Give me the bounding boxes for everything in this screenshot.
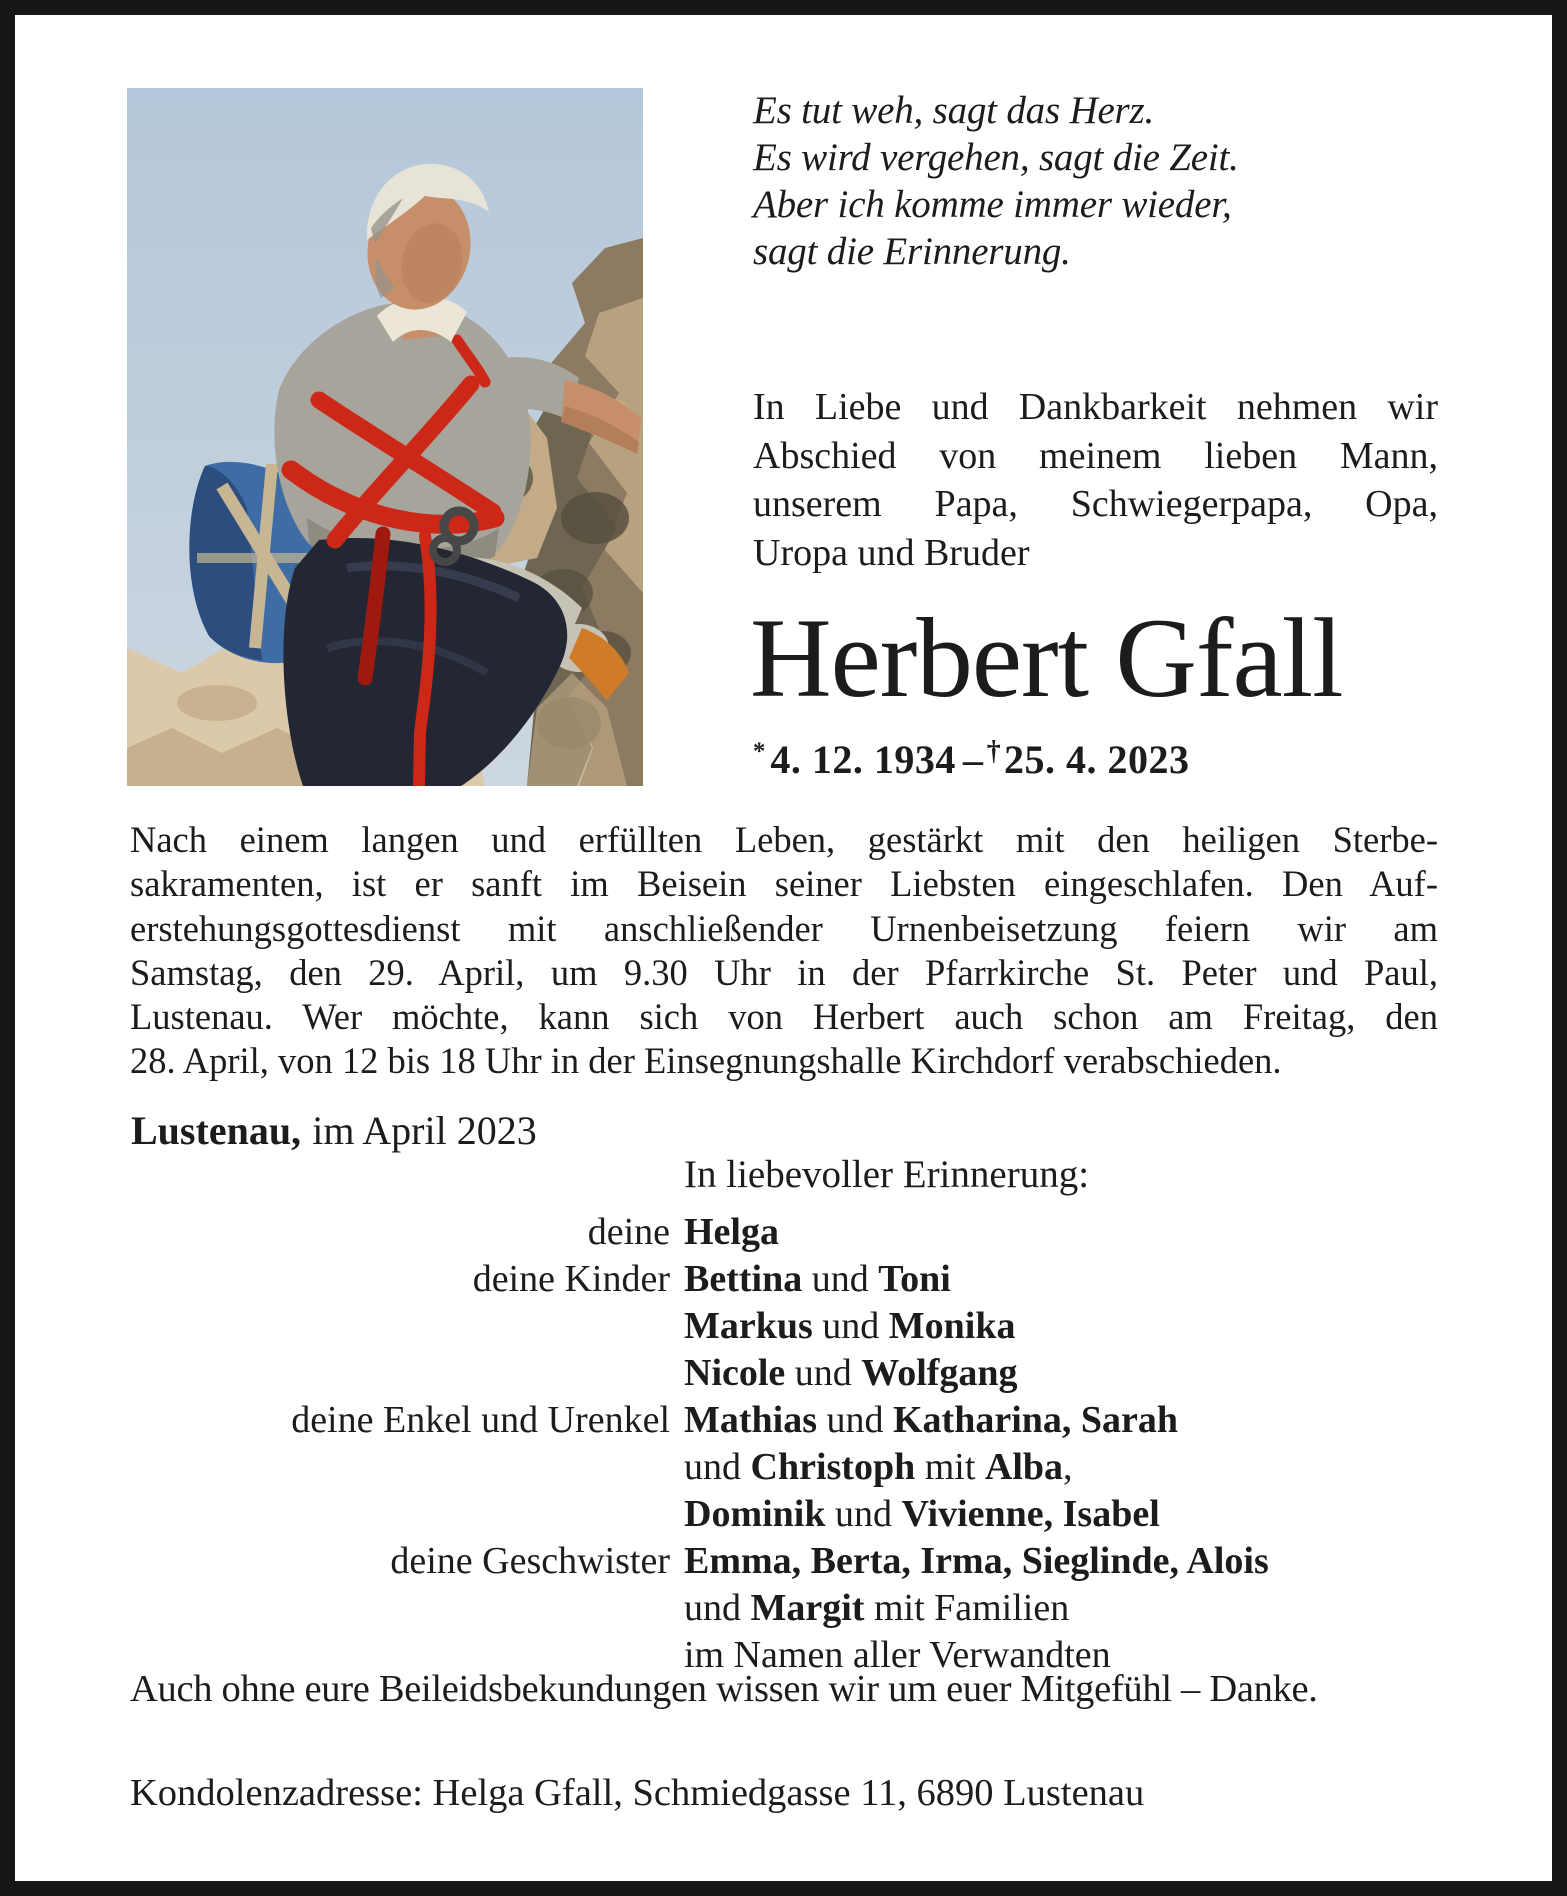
family-connector-text: mit	[915, 1446, 985, 1488]
family-connector-text: und	[802, 1258, 879, 1300]
family-member-name: Christoph	[750, 1446, 916, 1488]
family-member-name: Bettina	[684, 1258, 803, 1300]
text-line: sakramenten, ist er sanft im Beisein seiner Liebsten eingeschlafen. Den Auf-	[130, 863, 1438, 905]
dateline-date: im April 2023	[312, 1108, 537, 1153]
family-relation-label	[130, 1585, 670, 1632]
family-row	[130, 1444, 1438, 1491]
condolence-address: Kondolenzadresse: Helga Gfall, Schmiedgasse 11, 6890 Lustenau	[130, 1772, 1145, 1814]
family-names	[684, 1444, 1438, 1491]
family-names	[684, 1303, 1438, 1350]
condolence-note: Auch ohne eure Beileidsbekundungen wissen wir um euer Mitgefühl – Danke.	[130, 1668, 1318, 1710]
text-line: Abschied von meinem lieben Mann,	[753, 434, 1438, 477]
birth-date: 4. 12. 1934	[770, 737, 956, 782]
family-row	[130, 1538, 1438, 1585]
dates-separator: –	[963, 737, 984, 782]
family-member-name: Katharina, Sarah	[893, 1399, 1179, 1441]
family-connector-text: und	[825, 1493, 902, 1535]
family-relation-label	[130, 1350, 670, 1397]
text-line: Es wird vergehen, sagt die Zeit.	[753, 136, 1239, 179]
family-relation-label: deine	[587, 1211, 670, 1253]
family-relation-label	[130, 1303, 670, 1350]
text-line: Nach einem langen und erfüllten Leben, gestärkt mit den heiligen Sterbe-	[130, 819, 1438, 860]
family-member-name: Markus	[684, 1305, 813, 1347]
family-member-name: Alba	[984, 1446, 1064, 1488]
text-line: Uropa und Bruder	[753, 531, 1030, 574]
text-line: erstehungsgottesdienst mit anschließender Urnenbeisetzung feiern wir am	[130, 907, 1438, 949]
family-member-name: Margit	[750, 1587, 865, 1629]
text-line: Aber ich komme immer wieder,	[753, 183, 1232, 226]
family-names	[684, 1538, 1438, 1585]
family-member-name: Toni	[878, 1258, 951, 1300]
family-relation-label: deine Enkel und Urenkel	[291, 1399, 670, 1441]
text-line: 28. April, von 12 bis 18 Uhr in der Einsegnungshalle Kirchdorf verabschieden.	[130, 1040, 1282, 1082]
family-row	[130, 1350, 1438, 1397]
family-row	[130, 1397, 1438, 1444]
family-row	[130, 1491, 1438, 1538]
birth-star-icon: *	[753, 738, 766, 766]
family-member-name: Mathias	[684, 1399, 817, 1441]
dateline-place: Lustenau,	[131, 1108, 302, 1153]
climbing-photo-illustration	[127, 88, 643, 786]
family-names	[684, 1209, 1438, 1256]
family-connector-text: und	[785, 1352, 862, 1394]
family-names	[684, 1350, 1438, 1397]
family-member-name: Emma, Berta, Irma, Sieglinde, Alois	[684, 1540, 1269, 1582]
climber-shirt	[274, 302, 530, 574]
family-names	[684, 1585, 1438, 1632]
funeral-announcement	[130, 818, 1438, 1084]
family-member-name: Wolfgang	[861, 1352, 1018, 1394]
text-line: Es tut weh, sagt das Herz.	[753, 89, 1155, 132]
life-dates	[753, 736, 1190, 783]
family-row	[130, 1585, 1438, 1632]
family-connector-text: und	[684, 1587, 751, 1629]
family-member-name: Dominik	[684, 1493, 826, 1535]
family-relation-label: deine Kinder	[472, 1258, 670, 1300]
text-line: In Liebe und Dankbarkeit nehmen wir	[753, 386, 1438, 428]
family-row	[130, 1256, 1438, 1303]
family-connector-text: im Namen aller Verwandten	[684, 1634, 1111, 1676]
remembrance-heading: In liebevoller Erinnerung:	[684, 1153, 1090, 1196]
family-member-name: Nicole	[684, 1352, 786, 1394]
death-cross-icon: †	[986, 736, 1002, 768]
family-names	[684, 1491, 1438, 1538]
family-connector-text: und	[817, 1399, 893, 1441]
deceased-name: Herbert Gfall	[750, 596, 1343, 721]
family-relation-label: deine Geschwister	[390, 1540, 670, 1582]
family-connector-text: mit Familien	[864, 1587, 1070, 1629]
family-connector-text: und	[684, 1446, 751, 1488]
family-member-name: Vivienne, Isabel	[901, 1493, 1160, 1535]
portrait-photo	[127, 88, 643, 786]
family-row	[130, 1303, 1438, 1350]
memorial-poem	[753, 87, 1417, 275]
family-names	[684, 1256, 1438, 1303]
text-line: unserem Papa, Schwiegerpapa, Opa,	[753, 483, 1438, 525]
family-connector-text: und	[812, 1305, 889, 1347]
family-member-name: Helga	[684, 1211, 779, 1253]
text-line: Samstag, den 29. April, um 9.30 Uhr in der Pfarrkirche St. Peter und Paul,	[130, 951, 1438, 993]
family-relation-label	[130, 1444, 670, 1491]
family-names	[684, 1397, 1438, 1444]
family-connector-text: ,	[1063, 1446, 1073, 1488]
announcement-intro	[753, 383, 1438, 577]
family-row	[130, 1209, 1438, 1256]
death-date: 25. 4. 2023	[1004, 737, 1190, 782]
family-list	[130, 1209, 1438, 1679]
family-relation-label	[130, 1491, 670, 1538]
family-member-name: Monika	[888, 1305, 1016, 1347]
dateline	[131, 1107, 537, 1154]
text-line: sagt die Erinnerung.	[753, 230, 1071, 273]
text-line: Lustenau. Wer möchte, kann sich von Herbert auch schon am Freitag, den	[130, 996, 1438, 1038]
